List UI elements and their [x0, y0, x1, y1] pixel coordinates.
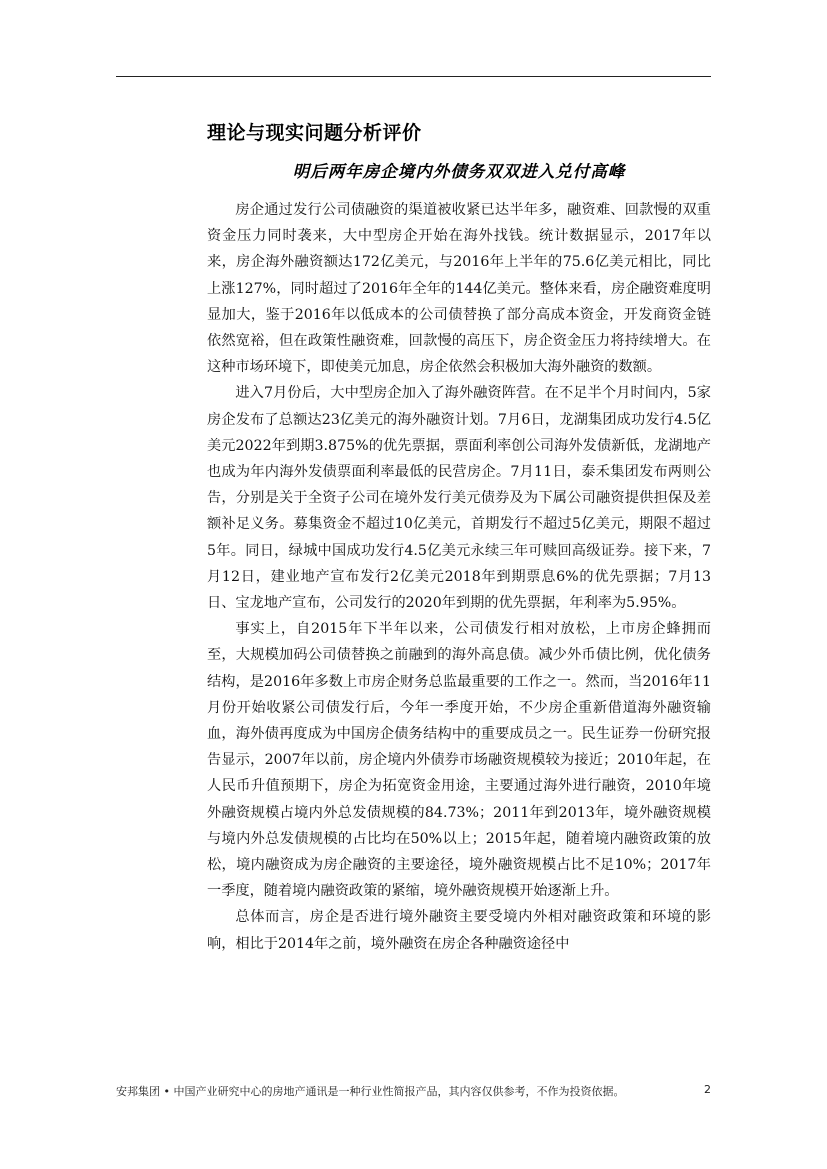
- article-paragraph: 进入7月份后，大中型房企加入了海外融资阵营。在不足半个月时间内，5家房企发布了总额达23亿美元的海外融资计划。7月6日，龙湖集团成功发行4.5亿美元2022年到期3.875%的优先票据，票面利率创公司海外发债新低，龙湖地产也成为年内海外发债票面利率最低的民营房企。7月11日，泰禾集团发布两则公告，分别是关于全资子公司在境外发行美元债券及为下属公司融资提供担保及差额补足义务。募集资金不超过10亿美元，首期发行不超过5亿美元，期限不超过5年。同日，绿城中国成功发行4.5亿美元永续三年可赎回高级证券。接下来，7月12日，建业地产宣布发行2亿美元2018年到期票息6%的优先票据；7月13日、宝龙地产宣布，公司发行的2020年到期的优先票据，年利率为5.95%。: [207, 385, 711, 612]
- article-title: 明后两年房企境内外债务双双进入兑付高峰: [292, 162, 626, 181]
- section-heading: 理论与现实问题分析评价: [207, 122, 422, 144]
- article-paragraph: 事实上，自2015年下半年以来，公司债发行相对放松，上市房企蜂拥而至，大规模加码公司债替换之前融到的海外高息债。减少外币债比例，优化债务结构，是2016年多数上市房企财务总监最重要的工作之一。然而，当2016年11月份开始收紧公司债发行后，今年一季度开始，不少房企重新借道海外融资输血，海外债再度成为中国房企债务结构中的重要成员之一。民生证券一份研究报告显示，2007年以前，房企境内外债券市场融资规模较为接近；2010年起，在人民币升值预期下，房企为拓宽资金用途，主要通过海外进行融资，2010年境外融资规模占境内外总发债规模的84.73%；2011年到2013年，境外融资规模与境内外总发债规模的占比均在50%以上；2015年起，随着境内融资政策的放松，境内融资成为房企融资的主要途径，境外融资规模占比不足10%；2017年一季度，随着境内融资政策的紧缩，境外融资规模开始逐渐上升。: [207, 621, 711, 900]
- article-body: [207, 197, 711, 1057]
- article-paragraph: 总体而言，房企是否进行境外融资主要受境内外相对融资政策和环境的影响，相比于2014年之前，境外融资在房企各种融资途径中: [207, 909, 711, 952]
- header-rule: [116, 76, 711, 77]
- page-number: 2: [704, 1083, 711, 1096]
- footer-disclaimer: 安邦集团 • 中国产业研究中心的房地产通讯是一种行业性简报产品，其内容仅供参考，不作为投资依据。: [116, 1085, 625, 1098]
- article-paragraph: 房企通过发行公司债融资的渠道被收紧已达半年多，融资难、回款慢的双重资金压力同时袭来，大中型房企开始在海外找钱。统计数据显示，2017年以来，房企海外融资额达172亿美元，与2016年上半年的75.6亿美元相比，同比上涨127%，同时超过了2016年全年的144亿美元。整体来看，房企融资难度明显加大，鉴于2016年以低成本的公司债替换了部分高成本资金，开发商资金链依然宽裕，但在政策性融资难，回款慢的高压下，房企资金压力将持续增大。在这种市场环境下，即使美元加息，房企依然会积极加大海外融资的数额。: [207, 202, 711, 376]
